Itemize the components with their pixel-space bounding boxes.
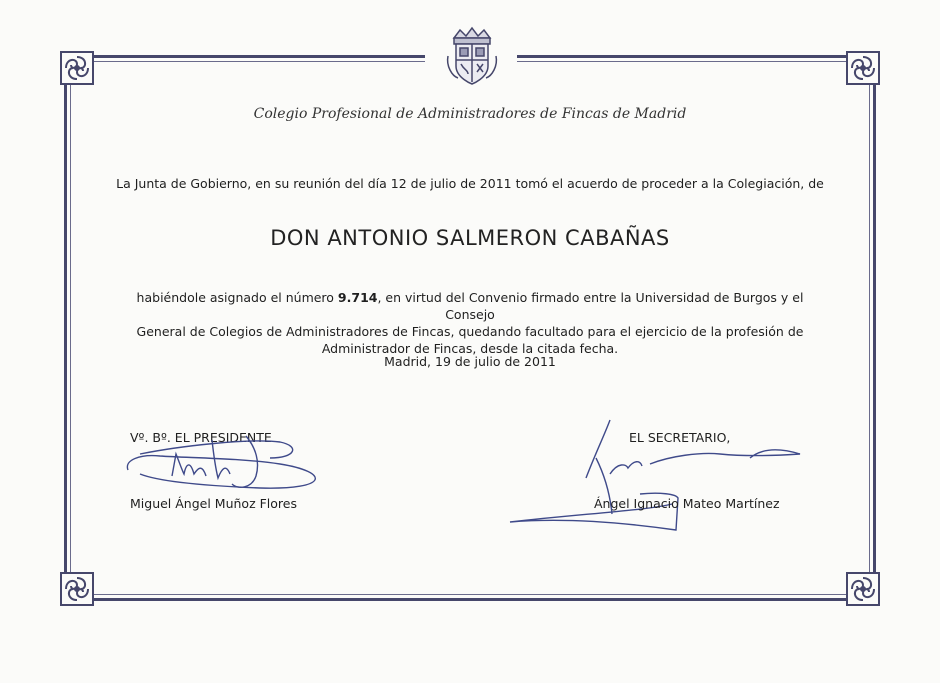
corner-ornament-icon	[844, 570, 882, 608]
corner-ornament-icon	[58, 49, 96, 87]
president-name: Miguel Ángel Muñoz Flores	[130, 496, 297, 511]
coat-of-arms-icon	[444, 26, 500, 88]
president-title: Vº. Bº. EL PRESIDENTE	[130, 430, 272, 445]
corner-ornament-icon	[58, 570, 96, 608]
recipient-name: DON ANTONIO SALMERON CABAÑAS	[270, 226, 670, 250]
corner-ornament-icon	[844, 49, 882, 87]
institution-name: Colegio Profesional de Administradores de Fincas de Madrid	[253, 106, 687, 122]
body-line1-end: , en virtud del Convenio firmado entre la Universidad de Burgos y el Consejo	[377, 290, 804, 322]
member-number: 9.714	[337, 290, 378, 305]
place-date: Madrid, 19 de julio de 2011	[384, 354, 556, 369]
certificate-body	[120, 289, 820, 357]
intro-statement: La Junta de Gobierno, en su reunión del día 12 de julio de 2011 tomó el acuerdo de proceder a la Colegiación, de	[116, 176, 824, 191]
secretary-signature	[500, 418, 820, 536]
secretary-name: Ángel Ignacio Mateo Martínez	[594, 496, 780, 511]
body-line3: Administrador de Fincas, desde la citada fecha.	[321, 341, 619, 356]
body-line1-start: habiéndole asignado el número	[136, 290, 338, 305]
president-signature	[120, 418, 340, 496]
body-line2: General de Colegios de Administradores de Fincas, quedando facultado para el ejercicio de la profesión de	[136, 324, 804, 339]
secretary-title: EL SECRETARIO,	[629, 430, 731, 445]
